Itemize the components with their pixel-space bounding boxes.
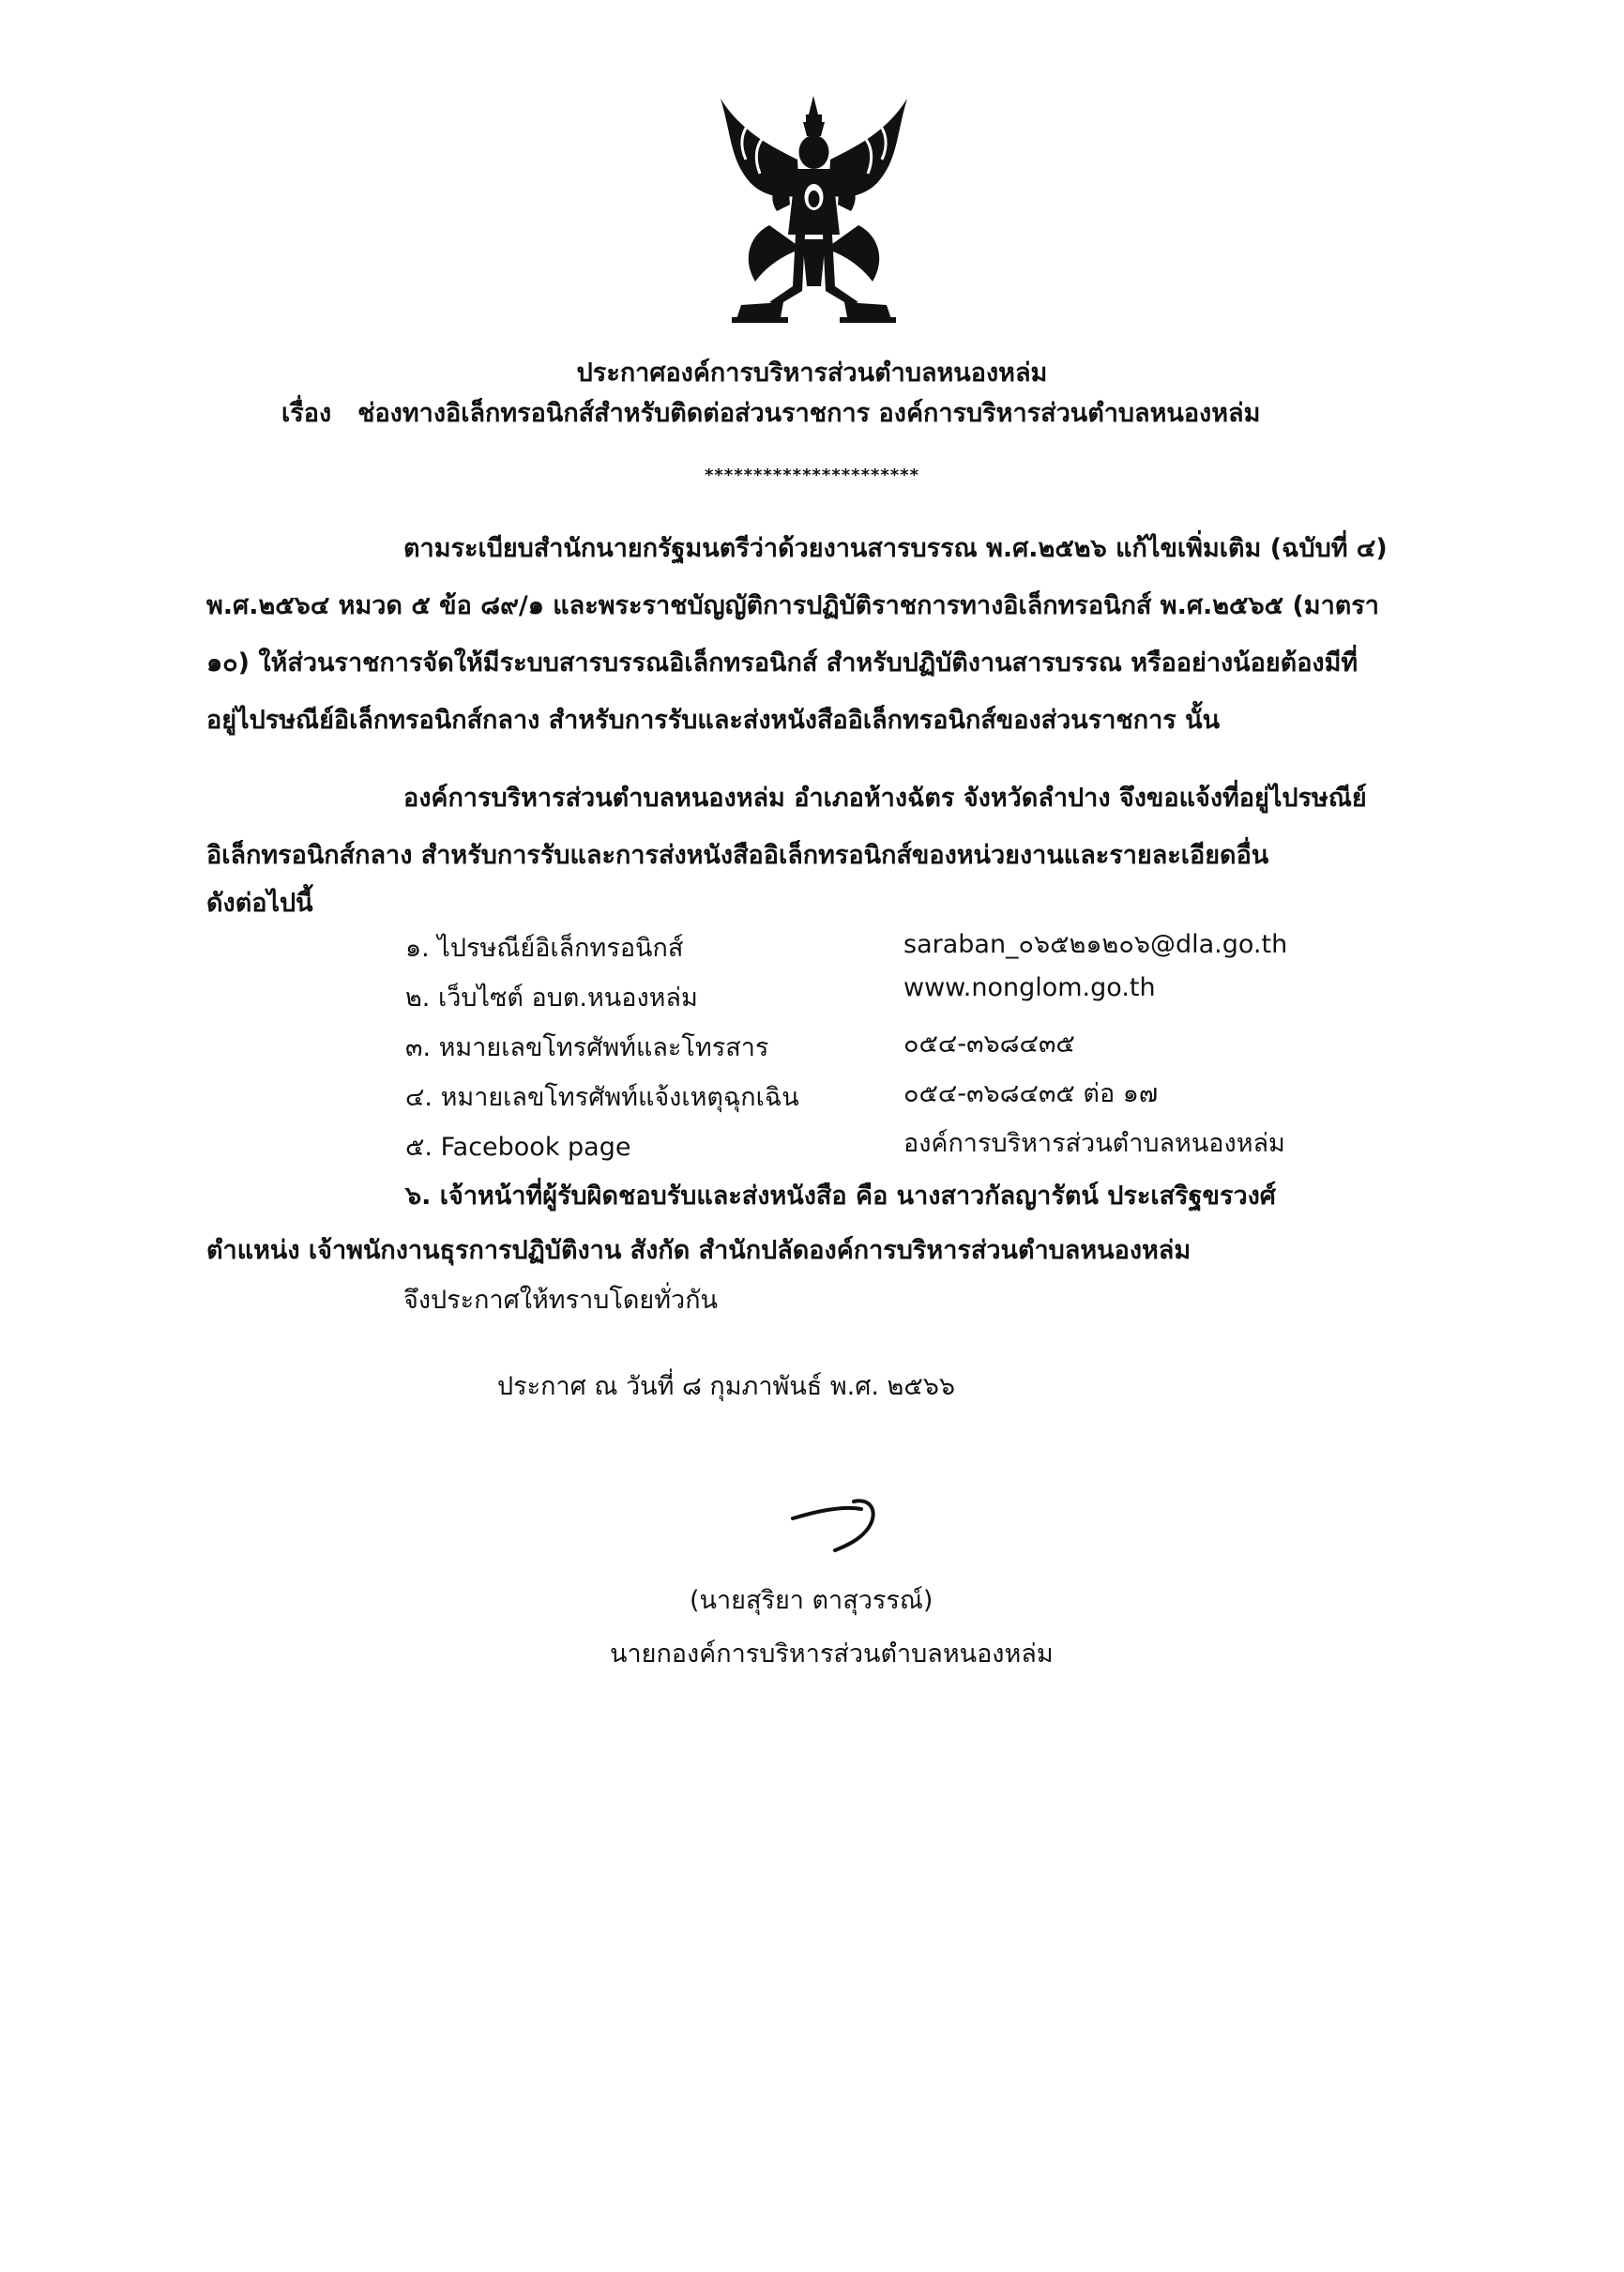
list-item-label: ๕. Facebook page bbox=[405, 1133, 631, 1162]
list-item-value: องค์การบริหารส่วนตำบลหนองหล่ม bbox=[903, 1129, 1285, 1158]
list-item-value: ๐๕๔-๓๖๘๔๓๕ ต่อ ๑๗ bbox=[903, 1079, 1159, 1108]
paragraph-line: ตามระเบียบสำนักนายกรัฐมนตรีว่าด้วยงานสารบรรณ พ.ศ.๒๕๒๖ แก้ไขเพิ่มเติม (ฉบับที่ ๔) bbox=[403, 534, 1388, 563]
subject-label: เรื่อง bbox=[281, 399, 332, 428]
garuda-emblem-icon bbox=[713, 94, 915, 338]
paragraph-line: ตำแหน่ง เจ้าพนักงานธุรการปฏิบัติงาน สังกัด สำนักปลัดองค์การบริหารส่วนตำบลหนองหล่ม bbox=[206, 1236, 1191, 1265]
closing-line: จึงประกาศให้ทราบโดยทั่วกัน bbox=[403, 1286, 718, 1315]
list-item-label: ๑. ไปรษณีย์อิเล็กทรอนิกส์ bbox=[405, 934, 684, 963]
paragraph-line: ๖. เจ้าหน้าที่ผู้รับผิดชอบรับและส่งหนังสือ คือ นางสาวกัลญารัตน์ ประเสริฐขรวงศ์ bbox=[405, 1182, 1276, 1211]
document-title: ประกาศองค์การบริหารส่วนตำบลหนองหล่ม bbox=[576, 358, 1048, 388]
paragraph-line: ดังต่อไปนี้ bbox=[206, 889, 313, 918]
list-item-value: www.nonglom.go.th bbox=[903, 973, 1156, 1002]
announce-date: ประกาศ ณ วันที่ ๘ กุมภาพันธ์ พ.ศ. ๒๕๖๖ bbox=[497, 1372, 956, 1401]
list-item-value: ๐๕๔-๓๖๘๔๓๕ bbox=[903, 1029, 1075, 1059]
list-item-value: saraban_๐๖๕๒๑๒๐๖@dla.go.th bbox=[903, 930, 1288, 959]
signer-position: นายกองค์การบริหารส่วนตำบลหนองหล่ม bbox=[610, 1639, 1054, 1669]
signature-icon bbox=[788, 1492, 891, 1558]
subject-line bbox=[281, 392, 1260, 433]
paragraph-line: ๑๐) ให้ส่วนราชการจัดให้มีระบบสารบรรณอิเล็กทรอนิกส์ สำหรับปฏิบัติงานสารบรรณ หรืออย่างน้อยต้องมีที่ bbox=[206, 648, 1358, 678]
list-item-label: ๓. หมายเลขโทรศัพท์และโทรสาร bbox=[405, 1033, 769, 1062]
subject-text: ช่องทางอิเล็กทรอนิกส์สำหรับติดต่อส่วนราชการ องค์การบริหารส่วนตำบลหนองหล่ม bbox=[357, 399, 1261, 428]
separator-line: ********************** bbox=[704, 465, 920, 485]
list-item-label: ๒. เว็บไซต์ อบต.หนองหล่ม bbox=[405, 984, 698, 1013]
paragraph-line: อิเล็กทรอนิกส์กลาง สำหรับการรับและการส่งหนังสืออิเล็กทรอนิกส์ของหน่วยงานและรายละเอียดอื่น bbox=[206, 841, 1269, 870]
list-item-label: ๔. หมายเลขโทรศัพท์แจ้งเหตุฉุกเฉิน bbox=[405, 1083, 799, 1112]
paragraph-line: อยู่ไปรษณีย์อิเล็กทรอนิกส์กลาง สำหรับการรับและส่งหนังสืออิเล็กทรอนิกส์ของส่วนราชการ นั้น bbox=[206, 706, 1221, 735]
signer-name: (นายสุริยา ตาสุวรรณ์) bbox=[690, 1586, 933, 1615]
paragraph-line: องค์การบริหารส่วนตำบลหนองหล่ม อำเภอห้างฉัตร จังหวัดลำปาง จึงขอแจ้งที่อยู่ไปรษณีย์ bbox=[403, 784, 1367, 813]
paragraph-line: พ.ศ.๒๕๖๔ หมวด ๕ ข้อ ๘๙/๑ และพระราชบัญญัติการปฏิบัติราชการทางอิเล็กทรอนิกส์ พ.ศ.๒๕๖๕ (มาตรา bbox=[206, 591, 1379, 620]
